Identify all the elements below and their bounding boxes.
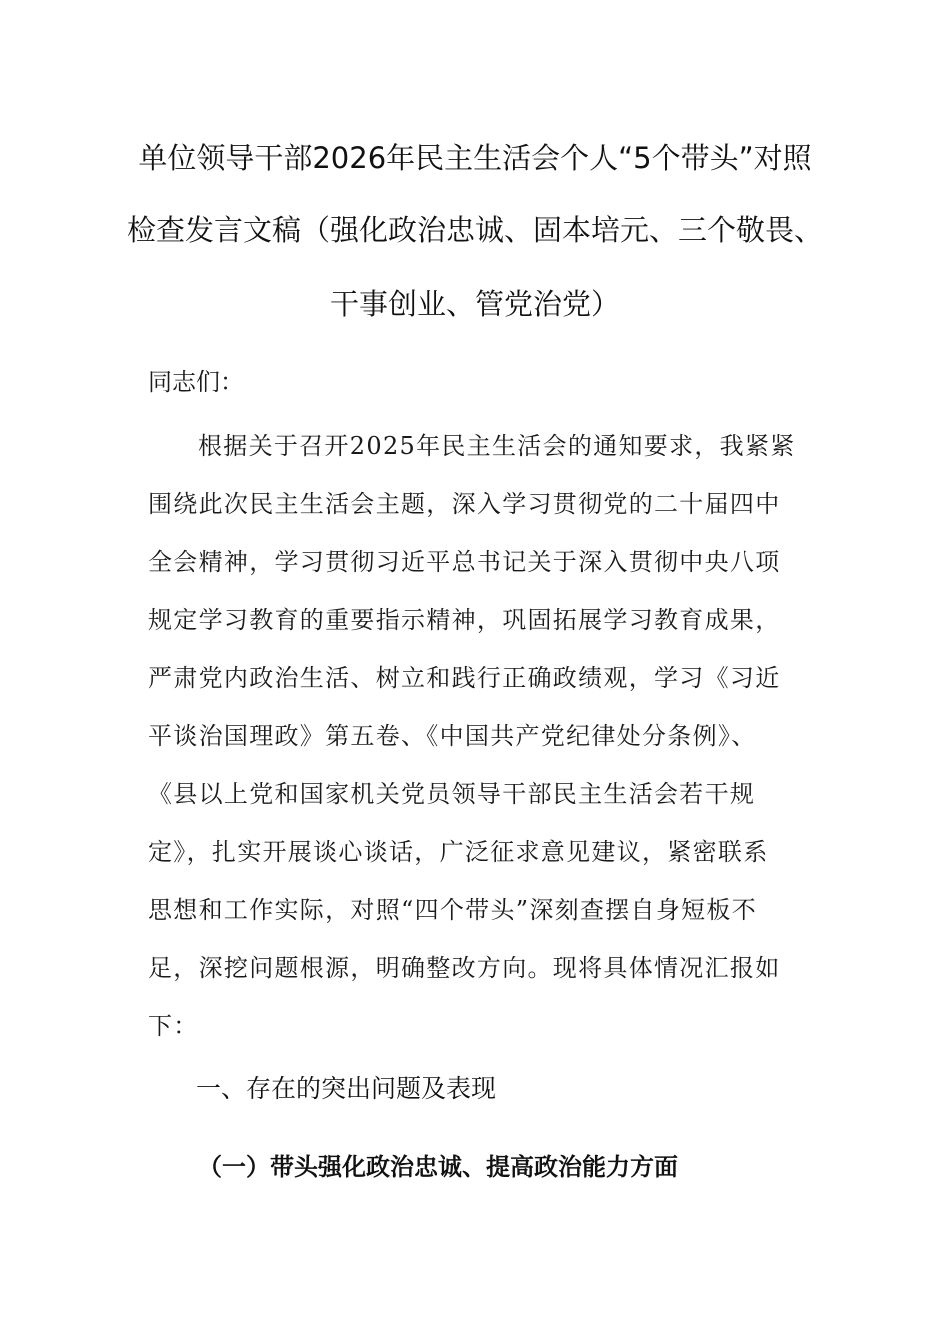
intro-paragraph-line: 平谈治国理政》第五卷、《中国共产党纪律处分条例》、 <box>148 722 757 750</box>
intro-paragraph-line: 全会精神，学习贯彻习近平总书记关于深入贯彻中央八项 <box>148 548 781 576</box>
document-title-line-1: 单位领导干部2026年民主生活会个人“5个带头”对照 <box>138 141 812 175</box>
intro-paragraph-line: 《县以上党和国家机关党员领导干部民主生活会若干规 <box>148 780 756 808</box>
intro-paragraph-line: 根据关于召开2025年民主生活会的通知要求，我紧紧 <box>198 432 796 460</box>
document-title-line-2: 检查发言文稿（强化政治忠诚、固本培元、三个敬畏、 <box>126 213 823 247</box>
intro-paragraph-line: 思想和工作实际，对照“四个带头”深刻查摆自身短板不 <box>148 896 758 924</box>
subsection-heading: （一）带头强化政治忠诚、提高政治能力方面 <box>198 1152 678 1181</box>
intro-paragraph-line: 下： <box>148 1012 199 1040</box>
intro-paragraph-line: 规定学习教育的重要指示精神，巩固拓展学习教育成果， <box>148 606 781 634</box>
intro-paragraph-line: 严肃党内政治生活、树立和践行正确政绩观，学习《习近 <box>148 664 781 692</box>
salutation: 同志们： <box>148 368 244 396</box>
section-heading: 一、存在的突出问题及表现 <box>196 1074 497 1103</box>
intro-paragraph-line: 足，深挖问题根源，明确整改方向。现将具体情况汇报如 <box>148 954 781 982</box>
intro-paragraph-line: 定》，扎实开展谈心谈话，广泛征求意见建议，紧密联系 <box>148 838 769 866</box>
intro-paragraph-line: 围绕此次民主生活会主题，深入学习贯彻党的二十届四中 <box>148 490 781 518</box>
document-title-line-3: 干事创业、管党治党） <box>329 287 620 321</box>
